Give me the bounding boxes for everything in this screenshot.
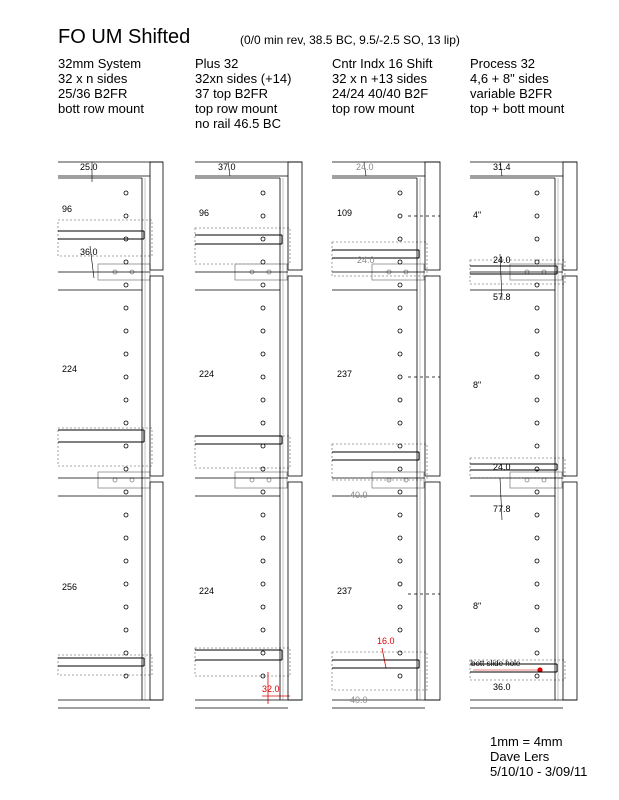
plate-hole [267,478,271,482]
dim-label: 224 [62,364,78,374]
dim-label: 36.0 [80,247,98,257]
hardware-outline-dashed [58,428,152,466]
hardware-outline-dashed [332,242,427,276]
column-2-heading-line: 32xn sides (+14) [195,71,292,86]
system-hole [535,306,539,310]
system-hole [398,490,402,494]
system-hole [535,398,539,402]
system-hole [124,260,128,264]
system-hole [124,352,128,356]
system-hole [124,605,128,609]
system-hole [398,559,402,563]
system-hole [124,582,128,586]
system-hole [261,191,265,195]
dim-label-red: 16.0 [377,636,395,646]
system-hole [535,329,539,333]
system-hole [398,536,402,540]
system-hole [398,237,402,241]
column-1-heading-line: 32mm System [58,56,142,71]
system-hole [535,260,539,264]
column-4-heading-line: top + bott mount [470,101,565,116]
column-1-heading-line: 32 x n sides [58,71,128,86]
column-3-drawing [332,162,440,708]
system-hole [398,329,402,333]
system-hole [261,237,265,241]
drawer-front-panel [563,276,577,476]
dim-label-gray: 40.0 [350,695,368,705]
system-hole [398,191,402,195]
dim-label: 31.4 [493,162,511,172]
system-hole [261,260,265,264]
system-hole [535,214,539,218]
system-hole [124,214,128,218]
system-hole [398,306,402,310]
system-hole [535,559,539,563]
drawer-front-panel [563,482,577,700]
dim-label: 77.8 [493,504,511,514]
system-hole [261,352,265,356]
column-2-heading-line: Plus 32 [195,56,239,71]
column-4-heading-line: 4,6 + 8" sides [470,71,549,86]
system-hole [535,237,539,241]
dim-label-gray: 24.0 [356,162,374,172]
system-hole [398,398,402,402]
system-hole [261,582,265,586]
dim-label: 256 [62,582,78,592]
drawer-front-panel [150,482,163,700]
column-3-heading-line: 32 x n +13 sides [332,71,428,86]
dim-label: 25.0 [80,162,98,172]
system-hole [398,674,402,678]
system-hole [398,605,402,609]
system-hole [124,283,128,287]
system-hole [398,467,402,471]
column-4-drawing [470,162,577,708]
system-hole [261,444,265,448]
system-hole [535,352,539,356]
system-hole [398,283,402,287]
system-hole [124,559,128,563]
system-hole [535,444,539,448]
dim-label: bott slide hole [471,659,521,668]
dim-label: 4" [473,210,482,220]
system-hole [261,306,265,310]
dim-label: 96 [199,208,210,218]
system-hole [124,490,128,494]
hardware-outline-dashed [58,220,152,256]
system-hole [261,375,265,379]
column-1-heading-line: bott row mount [58,101,144,116]
system-hole [535,674,539,678]
system-hole [261,283,265,287]
system-hole [261,421,265,425]
system-hole [124,306,128,310]
hardware-outline-dashed [470,458,565,478]
dim-label: 237 [337,369,353,379]
system-hole [261,651,265,655]
system-hole [261,559,265,563]
mounting-plate [235,472,287,488]
dim-label-gray: 40.0 [350,490,368,500]
system-hole [535,490,539,494]
dim-label: 109 [337,208,353,218]
drawer-front-panel [563,162,577,270]
drawer-front-panel [150,162,163,270]
system-hole [535,536,539,540]
system-hole [398,260,402,264]
system-hole [124,467,128,471]
system-hole [261,398,265,402]
system-hole [261,214,265,218]
credits-block [490,734,587,779]
dim-label: 36.0 [493,682,511,692]
dim-label: 224 [199,369,215,379]
drawer-front-panel [288,482,302,700]
system-hole [124,444,128,448]
plate-hole [250,478,254,482]
scale-note: 1mm = 4mm [490,734,563,749]
hardware-outline-dashed [332,444,427,480]
system-hole [535,191,539,195]
system-hole [124,398,128,402]
plate-hole [130,478,134,482]
plate-hole [542,478,546,482]
dim-label: 24.0 [493,255,511,265]
system-hole [124,628,128,632]
column-4-heading-line: variable B2FR [470,86,553,101]
system-hole [261,329,265,333]
drawing-subtitle: (0/0 min rev, 38.5 BC, 9.5/-2.5 SO, 13 lip) [240,33,460,47]
drawing-title: FO UM Shifted [58,26,191,48]
system-hole [535,513,539,517]
hardware-outline-dashed [195,228,290,264]
column-4-heading-line: Process 32 [470,56,536,71]
dim-label-red: 32.0 [262,684,280,694]
system-hole [535,628,539,632]
system-hole [398,214,402,218]
drawer-front-panel [425,482,440,700]
system-hole [124,421,128,425]
system-hole [535,283,539,287]
system-hole [398,375,402,379]
dim-label: 37.0 [218,162,236,172]
system-hole [124,191,128,195]
dimension-line-red [382,648,386,668]
hardware-outline-dashed [195,436,290,468]
system-hole [535,605,539,609]
author-name: Dave Lers [490,749,550,764]
column-3-heading-line: 24/24 40/40 B2F [332,86,429,101]
system-hole [124,536,128,540]
mounting-plate [510,472,562,488]
system-hole [398,421,402,425]
dim-label: 8" [473,380,482,390]
system-hole [124,651,128,655]
system-hole [398,444,402,448]
system-hole [398,628,402,632]
system-hole [535,421,539,425]
system-hole [124,329,128,333]
column-2-drawing [195,162,302,708]
system-hole [124,375,128,379]
system-hole [261,536,265,540]
hardware-outline-dashed [332,652,427,690]
plate-hole [113,478,117,482]
dim-label: 224 [199,586,215,596]
system-hole [535,651,539,655]
system-hole [535,375,539,379]
system-hole [124,513,128,517]
dim-label: 24.0 [493,462,511,472]
system-hole [398,352,402,356]
column-2-heading-line: top row mount [195,101,278,116]
revision-dates: 5/10/10 - 3/09/11 [490,764,588,779]
system-hole [398,513,402,517]
column-3-heading-line: Cntr Indx 16 Shift [332,56,433,71]
system-hole [535,582,539,586]
system-hole [261,513,265,517]
dim-label: 8" [473,601,482,611]
dim-label: 96 [62,204,73,214]
column-2-heading-line: 37 top B2FR [195,86,268,101]
column-3-heading-line: top row mount [332,101,415,116]
column-1-heading-line: 25/36 B2FR [58,86,128,101]
plate-hole [525,478,529,482]
system-hole [261,628,265,632]
dim-label-gray: 24.0 [357,255,375,265]
system-hole [261,490,265,494]
hardware-outline-dashed [195,648,290,676]
column-2-heading-line: no rail 46.5 BC [195,116,281,131]
dim-label: 237 [337,586,353,596]
column-1-drawing [58,162,163,708]
dim-label: 57.8 [493,292,511,302]
system-hole [261,605,265,609]
system-hole [398,582,402,586]
